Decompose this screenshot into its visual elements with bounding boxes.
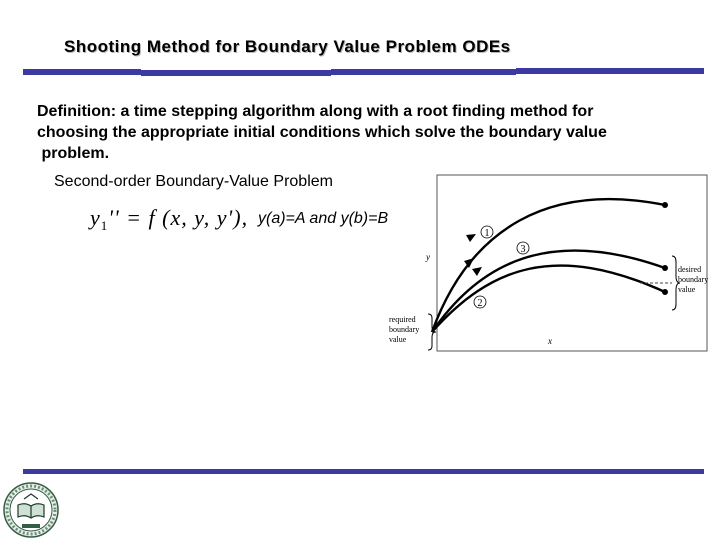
equation-subscript: 1 <box>100 218 109 233</box>
institution-seal-logo <box>2 481 60 539</box>
x-axis-label: x <box>548 336 552 346</box>
footer-divider <box>23 469 704 474</box>
desired-label-line: boundary <box>678 275 709 284</box>
trajectory-1-endpoint <box>662 202 668 208</box>
required-label-line: value <box>389 335 407 344</box>
label-1-text: 1 <box>484 228 490 239</box>
definition-line: Definition: a time stepping algorithm along with a root finding method for <box>37 103 594 120</box>
required-label-line: boundary <box>389 325 420 334</box>
label-2-text: 2 <box>477 298 483 309</box>
trajectory-2-endpoint <box>662 289 668 295</box>
definition-line: choosing the appropriate initial conditions which solve the boundary value <box>37 124 607 141</box>
slide-title: Shooting Method for Boundary Value Problem ODEs <box>64 37 511 56</box>
title-divider <box>23 69 704 75</box>
ode-equation <box>90 205 248 234</box>
label-3-text: 3 <box>520 244 526 255</box>
subheading: Second-order Boundary-Value Problem <box>54 173 333 190</box>
equation-rhs: '' = f (x, y, y'), <box>108 205 249 230</box>
required-label-line: required <box>389 315 416 324</box>
desired-label-line: desired <box>678 265 702 274</box>
y-axis-label: y <box>426 252 430 262</box>
equation-lhs: y <box>90 205 101 230</box>
boundary-conditions: y(a)=A and y(b)=B <box>258 210 389 227</box>
desired-label-line: value <box>678 285 696 294</box>
shooting-method-figure <box>380 172 710 357</box>
definition-line: problem. <box>37 145 110 162</box>
trajectory-3-endpoint <box>662 265 668 271</box>
definition-text <box>37 101 697 164</box>
